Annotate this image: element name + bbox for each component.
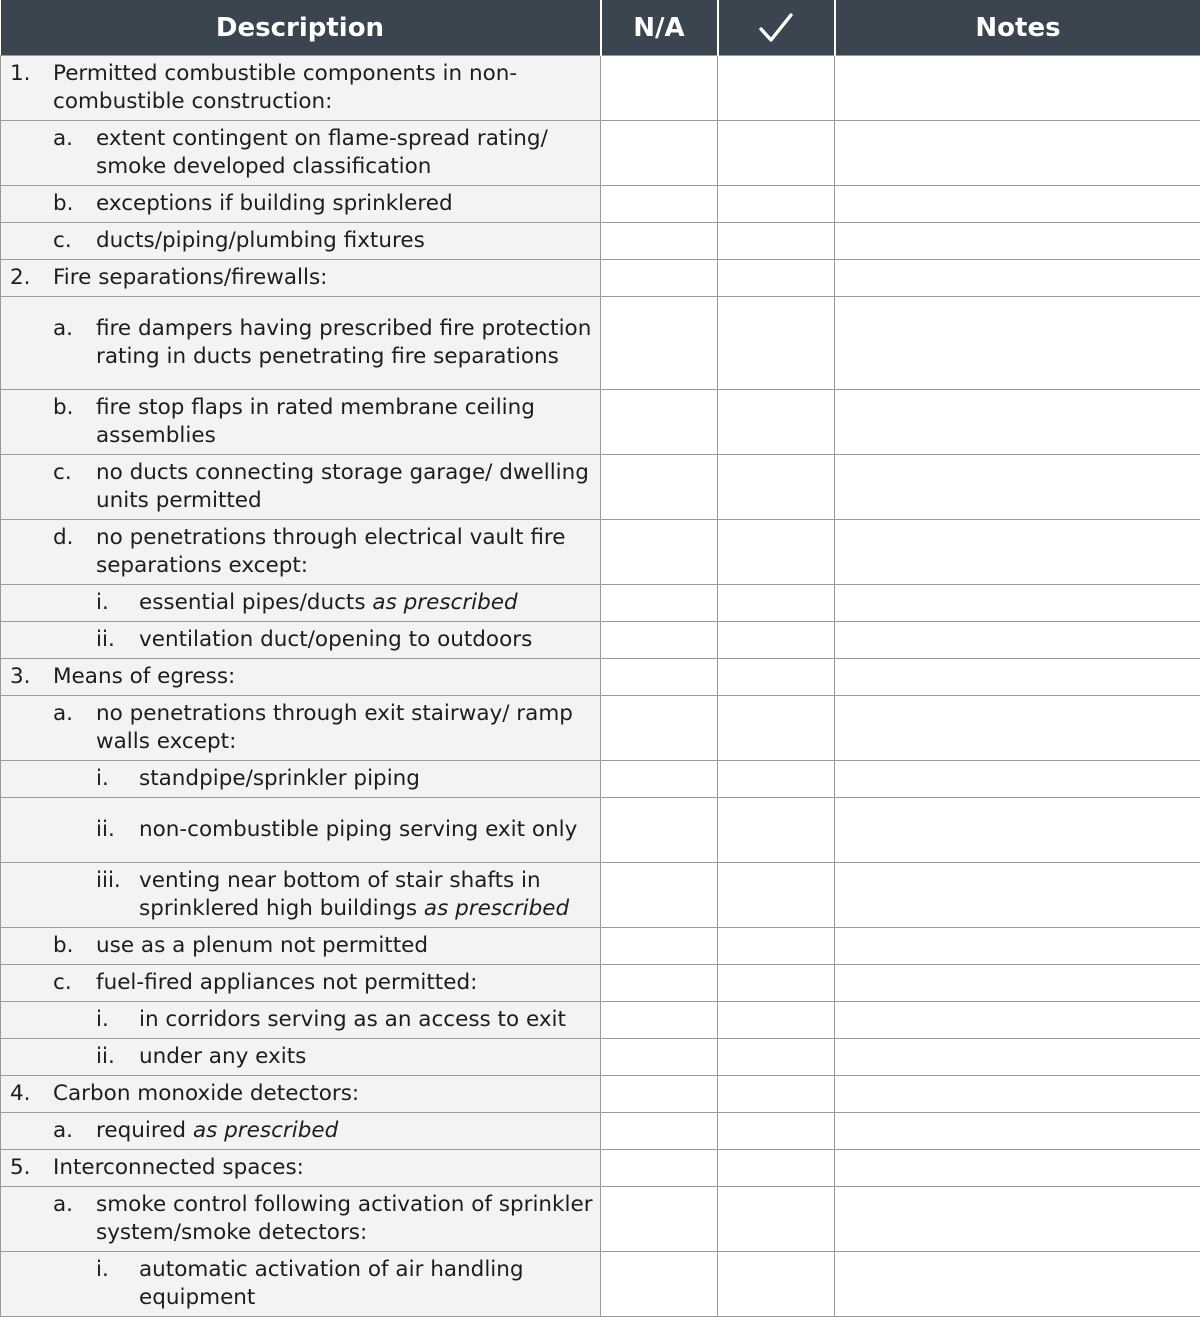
item-number: b. (53, 394, 74, 420)
item-number: i. (96, 765, 109, 791)
item-number: c. (53, 969, 72, 995)
description-cell (1, 622, 601, 659)
table-row (1, 622, 1200, 659)
table-row (1, 928, 1200, 965)
check-cell[interactable] (718, 761, 835, 798)
item-number: b. (53, 932, 74, 958)
notes-cell[interactable] (835, 622, 1200, 659)
description-cell (1, 297, 601, 390)
item-text: venting near bottom of stair shafts in sprinklered high buildings (139, 867, 541, 921)
check-cell[interactable] (718, 863, 835, 928)
table-row (1, 260, 1200, 297)
item-text: Means of egress: (53, 663, 236, 689)
check-cell[interactable] (718, 390, 835, 455)
item-text-block (139, 626, 596, 655)
check-cell[interactable] (718, 121, 835, 186)
item-text: ventilation duct/opening to outdoors (139, 626, 533, 652)
na-cell[interactable] (601, 965, 718, 1002)
notes-cell[interactable] (835, 297, 1200, 390)
check-cell[interactable] (718, 1252, 835, 1317)
list-item (1, 867, 596, 924)
item-number: 1. (10, 60, 31, 86)
item-text: Permitted combustible components in non-combustible construction: (53, 60, 518, 114)
table-row (1, 1039, 1200, 1076)
list-item (1, 1256, 596, 1313)
list-item (1, 125, 596, 182)
item-number: c. (53, 459, 72, 485)
description-cell (1, 1150, 601, 1187)
description-cell (1, 1187, 601, 1252)
description-cell (1, 928, 601, 965)
item-text: exceptions if building sprinklered (96, 190, 453, 216)
list-item (1, 1154, 596, 1183)
table-row (1, 696, 1200, 761)
item-number: 4. (10, 1080, 31, 1106)
item-number: c. (53, 227, 72, 253)
check-cell[interactable] (718, 260, 835, 297)
na-cell[interactable] (601, 863, 718, 928)
item-text-block (139, 1256, 596, 1313)
na-cell[interactable] (601, 1150, 718, 1187)
description-cell (1, 585, 601, 622)
check-cell[interactable] (718, 696, 835, 761)
na-header: N/A (601, 0, 718, 56)
na-cell[interactable] (601, 1076, 718, 1113)
na-cell[interactable] (601, 223, 718, 260)
item-text: extent contingent on flame-spread rating/ smoke developed classification (96, 125, 548, 179)
na-cell[interactable] (601, 520, 718, 585)
item-emphasis: as prescribed (372, 589, 518, 615)
list-item (1, 459, 596, 516)
table-row (1, 390, 1200, 455)
list-item (1, 765, 596, 794)
check-cell[interactable] (718, 798, 835, 863)
list-item (1, 394, 596, 451)
item-text-block (96, 524, 596, 581)
item-text-block (139, 1043, 596, 1072)
list-item (1, 626, 596, 655)
notes-cell[interactable] (835, 1039, 1200, 1076)
check-cell[interactable] (718, 1150, 835, 1187)
notes-cell[interactable] (835, 659, 1200, 696)
item-text: smoke control following activation of sprinkler system/smoke detectors: (96, 1191, 593, 1245)
description-cell (1, 1113, 601, 1150)
check-cell[interactable] (718, 520, 835, 585)
description-cell (1, 1252, 601, 1317)
list-item (1, 524, 596, 581)
description-header: Description (1, 0, 601, 56)
item-text-block (53, 60, 596, 117)
list-item (1, 700, 596, 757)
list-item (1, 1043, 596, 1072)
item-text: fuel-fired appliances not permitted: (96, 969, 478, 995)
na-cell[interactable] (601, 798, 718, 863)
check-cell[interactable] (718, 1113, 835, 1150)
item-text: Interconnected spaces: (53, 1154, 304, 1180)
description-cell (1, 863, 601, 928)
item-number: a. (53, 1191, 74, 1217)
notes-header: Notes (835, 0, 1200, 56)
item-text-block (139, 816, 596, 845)
item-text-block (139, 1006, 596, 1035)
item-text: automatic activation of air handling equipment (139, 1256, 524, 1310)
na-cell[interactable] (601, 585, 718, 622)
description-cell (1, 1076, 601, 1113)
item-text-block (139, 765, 596, 794)
notes-cell[interactable] (835, 121, 1200, 186)
na-cell[interactable] (601, 186, 718, 223)
notes-cell[interactable] (835, 1002, 1200, 1039)
item-number: b. (53, 190, 74, 216)
item-text: essential pipes/ducts (139, 589, 366, 615)
check-cell[interactable] (718, 622, 835, 659)
list-item (1, 969, 596, 998)
list-item (1, 315, 596, 372)
check-cell[interactable] (718, 965, 835, 1002)
notes-cell[interactable] (835, 1113, 1200, 1150)
item-text-block (53, 264, 596, 293)
description-cell (1, 121, 601, 186)
item-text-block (53, 663, 596, 692)
item-number: 5. (10, 1154, 31, 1180)
description-cell (1, 186, 601, 223)
check-cell[interactable] (718, 186, 835, 223)
check-cell[interactable] (718, 1039, 835, 1076)
item-text: required (96, 1117, 187, 1143)
check-cell[interactable] (718, 1076, 835, 1113)
description-cell (1, 798, 601, 863)
check-header (718, 0, 835, 56)
table-row (1, 761, 1200, 798)
item-number: i. (96, 1256, 109, 1282)
na-cell[interactable] (601, 1039, 718, 1076)
list-item (1, 1191, 596, 1248)
item-text: standpipe/sprinkler piping (139, 765, 420, 791)
list-item (1, 60, 596, 117)
table-row (1, 1113, 1200, 1150)
item-text: under any exits (139, 1043, 307, 1069)
item-number: ii. (96, 816, 115, 842)
item-text: no ducts connecting storage garage/ dwelling units permitted (96, 459, 589, 513)
na-cell[interactable] (601, 928, 718, 965)
notes-cell[interactable] (835, 798, 1200, 863)
table-row (1, 1150, 1200, 1187)
list-item (1, 663, 596, 692)
table-row (1, 297, 1200, 390)
list-item (1, 589, 596, 618)
list-item (1, 264, 596, 293)
item-text-block (96, 700, 596, 757)
na-cell[interactable] (601, 1252, 718, 1317)
description-cell (1, 223, 601, 260)
item-number: a. (53, 1117, 74, 1143)
table-row (1, 223, 1200, 260)
check-cell[interactable] (718, 928, 835, 965)
item-text: in corridors serving as an access to exit (139, 1006, 566, 1032)
notes-cell[interactable] (835, 585, 1200, 622)
description-cell (1, 965, 601, 1002)
item-text-block (96, 394, 596, 451)
table-row (1, 455, 1200, 520)
item-text: Fire separations/firewalls: (53, 264, 328, 290)
notes-cell[interactable] (835, 390, 1200, 455)
notes-cell[interactable] (835, 186, 1200, 223)
item-text-block (96, 190, 596, 219)
na-cell[interactable] (601, 761, 718, 798)
item-text: ducts/piping/plumbing fixtures (96, 227, 425, 253)
notes-cell[interactable] (835, 520, 1200, 585)
check-cell[interactable] (718, 297, 835, 390)
na-cell[interactable] (601, 390, 718, 455)
description-cell (1, 520, 601, 585)
check-cell[interactable] (718, 455, 835, 520)
item-number: i. (96, 589, 109, 615)
check-cell[interactable] (718, 585, 835, 622)
item-text-block (96, 459, 596, 516)
item-text: fire stop flaps in rated membrane ceiling assemblies (96, 394, 535, 448)
item-number: iii. (96, 867, 121, 893)
checkmark-icon (758, 12, 794, 44)
item-text: use as a plenum not permitted (96, 932, 429, 958)
description-cell (1, 260, 601, 297)
table-row (1, 56, 1200, 121)
item-text: Carbon monoxide detectors: (53, 1080, 360, 1106)
na-cell[interactable] (601, 260, 718, 297)
description-cell (1, 455, 601, 520)
table-row (1, 659, 1200, 696)
na-cell[interactable] (601, 1113, 718, 1150)
list-item (1, 227, 596, 256)
description-cell (1, 390, 601, 455)
item-emphasis: as prescribed (192, 1117, 339, 1143)
list-item (1, 1080, 596, 1109)
description-cell (1, 1002, 601, 1039)
item-text-block (96, 1117, 596, 1146)
check-cell[interactable] (718, 1002, 835, 1039)
table-row (1, 121, 1200, 186)
item-number: 3. (10, 663, 31, 689)
notes-cell[interactable] (835, 1252, 1200, 1317)
description-cell (1, 696, 601, 761)
table-row (1, 1076, 1200, 1113)
list-item (1, 816, 596, 845)
na-cell[interactable] (601, 1187, 718, 1252)
na-cell[interactable] (601, 56, 718, 121)
item-text-block (96, 315, 596, 372)
description-cell (1, 761, 601, 798)
notes-cell[interactable] (835, 56, 1200, 121)
item-text-block (139, 867, 596, 924)
notes-cell[interactable] (835, 1187, 1200, 1252)
notes-cell[interactable] (835, 863, 1200, 928)
table-row (1, 1002, 1200, 1039)
list-item (1, 1117, 596, 1146)
list-item (1, 1006, 596, 1035)
item-text-block (53, 1080, 596, 1109)
notes-cell[interactable] (835, 223, 1200, 260)
check-cell[interactable] (718, 1187, 835, 1252)
na-cell[interactable] (601, 455, 718, 520)
check-cell[interactable] (718, 659, 835, 696)
item-text: fire dampers having prescribed fire protection rating in ducts penetrating fire separations (96, 315, 592, 369)
description-cell (1, 659, 601, 696)
table-row (1, 186, 1200, 223)
na-cell[interactable] (601, 696, 718, 761)
notes-cell[interactable] (835, 260, 1200, 297)
item-text-block (96, 932, 596, 961)
na-cell[interactable] (601, 1002, 718, 1039)
na-cell[interactable] (601, 659, 718, 696)
notes-cell[interactable] (835, 1150, 1200, 1187)
item-text-block (53, 1154, 596, 1183)
item-number: ii. (96, 1043, 115, 1069)
item-text: no penetrations through exit stairway/ ramp walls except: (96, 700, 573, 754)
list-item (1, 932, 596, 961)
item-text-block (96, 125, 596, 182)
table-row (1, 798, 1200, 863)
table-header (1, 0, 1200, 56)
na-cell[interactable] (601, 121, 718, 186)
notes-cell[interactable] (835, 928, 1200, 965)
item-text-block (96, 969, 596, 998)
table-row (1, 520, 1200, 585)
table-row (1, 1187, 1200, 1252)
item-number: 2. (10, 264, 31, 290)
table-row (1, 1252, 1200, 1317)
table-row (1, 585, 1200, 622)
item-emphasis: as prescribed (423, 896, 570, 921)
check-cell[interactable] (718, 223, 835, 260)
check-cell[interactable] (718, 56, 835, 121)
list-item (1, 190, 596, 219)
item-number: i. (96, 1006, 109, 1032)
item-number: d. (53, 524, 74, 550)
item-text-block (139, 589, 596, 618)
na-cell[interactable] (601, 622, 718, 659)
item-text: non-combustible piping serving exit only (139, 816, 578, 842)
item-text-block (96, 227, 596, 256)
table-row (1, 965, 1200, 1002)
na-cell[interactable] (601, 297, 718, 390)
item-number: ii. (96, 626, 115, 652)
description-cell (1, 56, 601, 121)
table-row (1, 863, 1200, 928)
notes-cell[interactable] (835, 965, 1200, 1002)
item-number: a. (53, 315, 74, 341)
item-number: a. (53, 125, 74, 151)
item-number: a. (53, 700, 74, 726)
notes-cell[interactable] (835, 1076, 1200, 1113)
table-body (1, 56, 1200, 1317)
item-text-block (96, 1191, 596, 1248)
header-row (1, 0, 1200, 56)
item-text: no penetrations through electrical vault fire separations except: (96, 524, 566, 578)
notes-cell[interactable] (835, 696, 1200, 761)
notes-cell[interactable] (835, 761, 1200, 798)
description-cell (1, 1039, 601, 1076)
notes-cell[interactable] (835, 455, 1200, 520)
